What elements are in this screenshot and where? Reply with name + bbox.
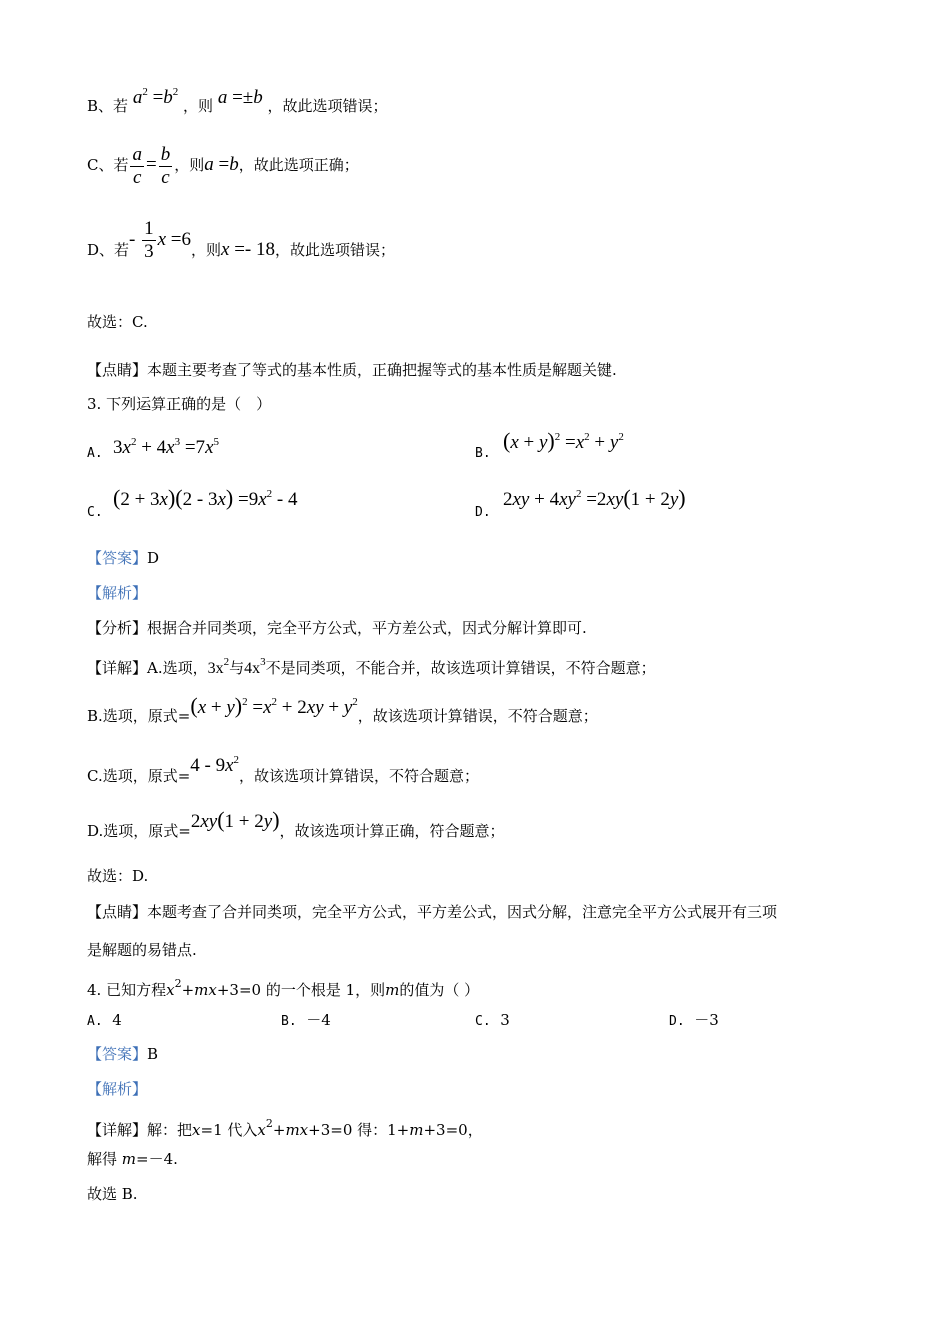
q4-detail-sub: =1 代入 (200, 1121, 258, 1139)
q3-answer-value: D (147, 549, 160, 567)
q2-c-lead: C、若 (87, 156, 129, 174)
q3-option-c-label: C. (87, 505, 103, 520)
q2-d-condition: - $\frac{1}{3}$ x =6 (129, 218, 192, 263)
q2-option-c-line: C、若 $\frac{a}{c}$ = $\frac{b}{c}$ ，则a =b，故此选项正确； (87, 143, 359, 188)
q2-b-lead: B、若 (87, 97, 129, 115)
q4-solve-lead: 解得 (87, 1150, 118, 1168)
q3-stem: 3. 下列运算正确的是（ ） (87, 395, 272, 413)
q2-b-tail: ，故此选项错误； (267, 97, 388, 115)
detail-tag: 【详解】 (87, 1121, 148, 1139)
q3-detail-a-term2: $4x^3$ (244, 656, 266, 677)
q2-comment (87, 360, 617, 380)
detail-tag: 【详解】 (87, 659, 148, 677)
q2-option-d-line (87, 218, 396, 275)
q4-stem (87, 974, 479, 1000)
q2-conclusion: 故选：C. (87, 313, 148, 331)
q4-detail-x: x (192, 1121, 201, 1139)
q4-stem-rest: +3=0 的一个根是 1，则 (216, 981, 386, 999)
q4-solve (87, 1149, 178, 1169)
q4-detail-eq-rest: +3=0 得：1+ (308, 1121, 410, 1139)
q2-c-fraction-b: $\frac{b}{c}$ (160, 143, 171, 188)
q3-detail-d-lead: D.选项，原式= (87, 822, 191, 840)
q3-option-b-expr: $(x + y)^2 =x^2 + y^2$ (503, 428, 624, 453)
q4-option-d-value: －3 (694, 1011, 719, 1029)
q4-solve-rest: =－4. (136, 1150, 178, 1168)
q4-option-b-label: B. (281, 1014, 297, 1029)
q3-detail-a-tail: 不是同类项，不能合并，故该选项计算错误，不符合题意； (265, 659, 656, 677)
q4-option-a-label: A. (87, 1014, 103, 1029)
q4-detail-lead: 解：把 (147, 1121, 193, 1139)
q4-detail-eq-end: +3=0， (423, 1121, 483, 1139)
q3-detail-a (87, 652, 656, 679)
q4-option-a (87, 1010, 122, 1032)
q3-detail-d (87, 807, 505, 841)
analysis-label: 【分析】 (87, 619, 148, 637)
q3-detail-b-lead: B.选项，原式= (87, 707, 191, 725)
q3-detail-d-tail: ，故该选项计算正确，符合题意； (279, 822, 505, 840)
q4-stem-x: x (166, 981, 175, 999)
q3-analysis (87, 618, 587, 638)
q2-d-tail: ，故此选项错误； (275, 241, 396, 259)
q3-detail-a-lead: A.选项， (147, 659, 208, 677)
q3-option-a-label: A. (87, 446, 103, 461)
q4-stem-lead: 4. 已知方程 (87, 981, 167, 999)
q3-conclusion: 故选：D. (87, 867, 149, 885)
q3-comment-text-1: 本题考查了合并同类项，完全平方公式，平方差公式，因式分解，注意完全平方公式展开有三项 (147, 903, 778, 921)
q2-c-fraction-a: $\frac{a}{c}$ (132, 143, 142, 188)
comment-tag: 【点睛】 (87, 361, 148, 379)
q2-b-condition: $a^2 =b^2$ (132, 86, 179, 108)
q2-c-tail: ，故此选项正确； (238, 156, 359, 174)
q4-option-c (475, 1010, 510, 1032)
q3-analysis-text: 根据合并同类项，完全平方公式，平方差公式，因式分解计算即可. (147, 619, 587, 637)
q4-option-b-value: －4 (306, 1011, 331, 1029)
q3-option-a-expr: $3x^2 + 4x^3 =7x^5$ (113, 436, 219, 458)
q3-option-c-expr: $(2 + 3x)(2 - 3x) =9x^2 - 4$ (113, 485, 298, 510)
q4-analysis-tag: 【解析】 (87, 1080, 148, 1098)
q3-detail-c (87, 754, 480, 786)
q4-answer-value: B (147, 1045, 159, 1063)
answer-tag: 【答案】 (87, 549, 148, 567)
q4-conclusion: 故选 B. (87, 1185, 138, 1203)
q3-detail-a-term1: $3x^2$ (207, 656, 230, 677)
q4-detail-eq-x2: x (299, 1121, 309, 1139)
q3-detail-d-expr: 2xy(1 + 2y) (190, 807, 280, 832)
q4-detail-eq-plus: + (272, 1121, 286, 1139)
q3-option-d-expr: $2xy + 4xy^2 =2xy(1 + 2y)$ (503, 485, 686, 510)
q3-detail-c-lead: C.选项，原式= (87, 767, 191, 785)
q4-option-c-label: C. (475, 1014, 491, 1029)
q3-detail-a-mid: 与 (229, 659, 245, 677)
q3-comment-cont: 是解题的易错点. (87, 941, 197, 959)
q3-option-b-label: B. (475, 446, 491, 461)
q4-option-c-value: 3 (500, 1011, 510, 1029)
q2-c-result: a =b (204, 154, 239, 175)
q3-detail-b-expr: $(x + y)^2 =x^2 + 2xy + y^2$ (190, 693, 358, 718)
q2-option-b-line (87, 86, 388, 116)
q3-option-d-label: D. (475, 505, 491, 520)
q4-detail-eq-exp: 2 (265, 1117, 273, 1130)
q4-stem-x2: x (208, 981, 217, 999)
q2-d-lead: D、若 (87, 241, 130, 259)
q4-detail-eq-x: x (257, 1121, 266, 1139)
answer-tag: 【答案】 (87, 1045, 148, 1063)
q4-answer (87, 1044, 158, 1064)
q4-stem-plus: + (181, 981, 195, 999)
q2-b-result: a =±b (217, 87, 263, 108)
q2-d-then: ，则 (191, 241, 222, 259)
q3-detail-c-tail: ，故该选项计算错误，不符合题意； (239, 767, 480, 785)
q3-detail-b (87, 693, 598, 726)
q4-detail-m: m (409, 1121, 424, 1139)
q4-detail-eq-m: m (285, 1121, 300, 1139)
q2-b-then: ，则 (183, 97, 214, 115)
q4-detail (87, 1114, 483, 1140)
q4-stem-m: m (194, 981, 209, 999)
q3-analysis-tag: 【解析】 (87, 584, 148, 602)
q2-comment-text: 本题主要考查了等式的基本性质，正确把握等式的基本性质是解题关键. (147, 361, 617, 379)
q3-answer (87, 548, 159, 568)
q4-option-d-label: D. (669, 1014, 685, 1029)
q4-option-d (669, 1010, 719, 1032)
q3-comment (87, 902, 777, 922)
q4-option-a-value: 4 (112, 1011, 122, 1029)
q2-c-then: ，则 (174, 156, 205, 174)
q4-option-b (281, 1010, 331, 1032)
q4-stem-exp: 2 (174, 977, 182, 990)
q3-detail-b-tail: ，故该选项计算错误，不符合题意； (357, 707, 598, 725)
q4-stem-tail: 的值为（ ） (399, 981, 480, 999)
q2-d-result: x =- 18 (221, 239, 276, 260)
q4-solve-m: m (121, 1150, 137, 1168)
comment-tag: 【点睛】 (87, 903, 148, 921)
q3-detail-c-expr: $4 - 9x^2$ (190, 754, 240, 776)
q4-stem-m2: m (385, 981, 400, 999)
